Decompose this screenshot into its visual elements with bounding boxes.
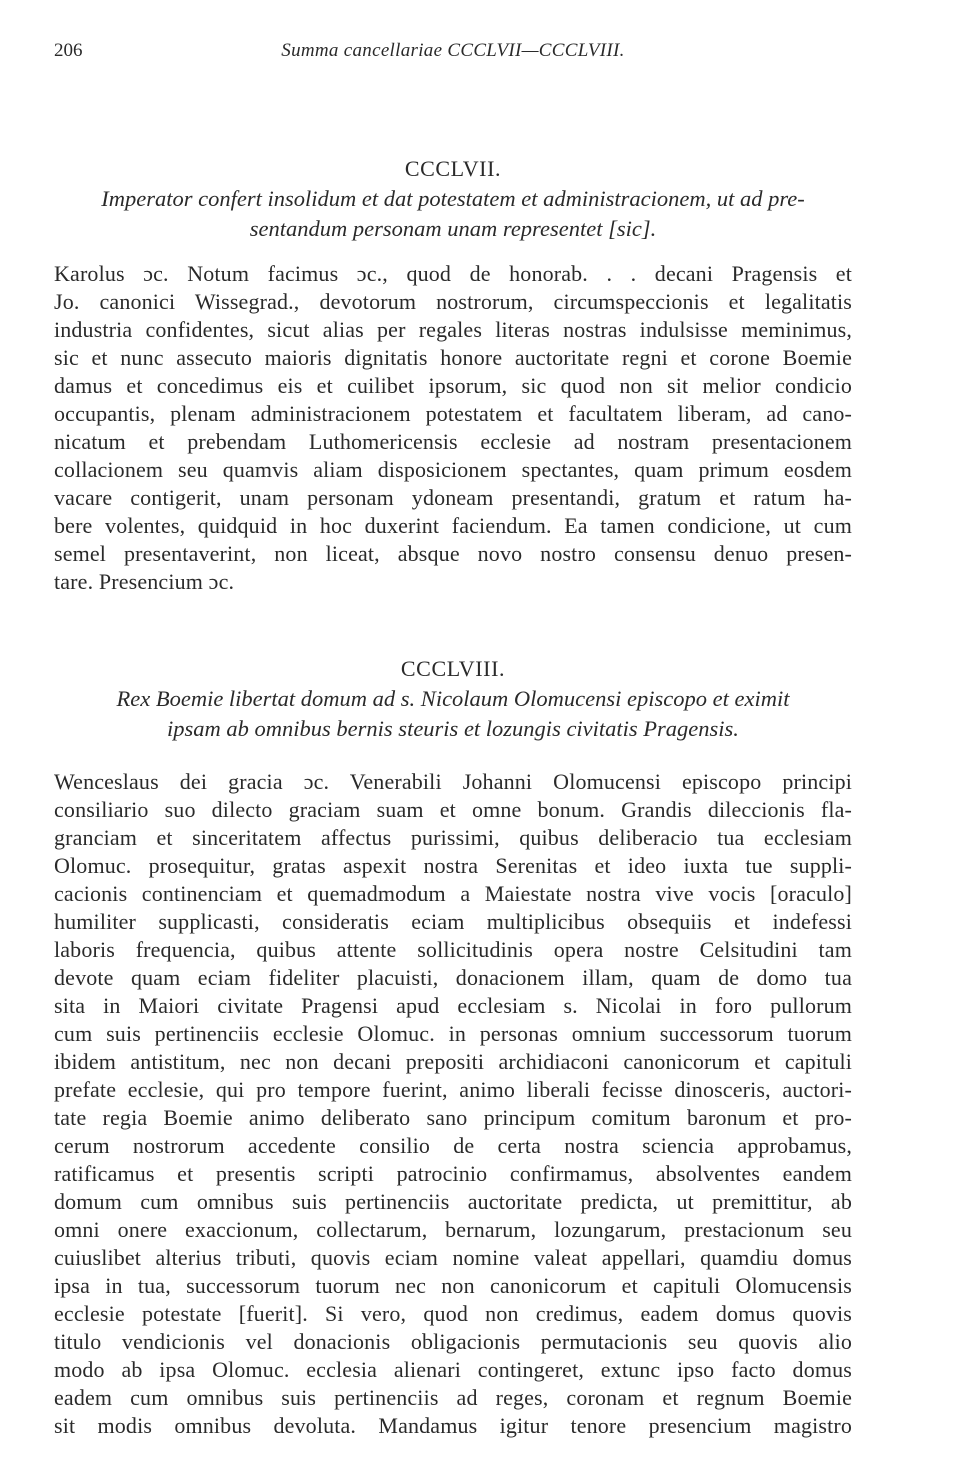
text-line: titulo vendicionis vel donacionis obligacionis permutacionis seu quovis alio: [54, 1329, 852, 1354]
text-line: domum cum omnibus suis pertinenciis auctoritate predicta, ut premittitur, ab: [54, 1189, 852, 1214]
document-number-357: CCCLVII.: [404, 156, 502, 181]
text-line: sic et nunc assecuto maioris dignitatis honore auctoritate regni et corone Boemie: [54, 345, 852, 370]
text-line: occupantis, plenam administracionem potestatem et facultatem liberam, ad cano-: [54, 401, 852, 426]
running-header: [54, 40, 852, 74]
rubric-line: Imperator confert insolidum et dat potestatem et administracionem, ut ad pre-: [101, 186, 805, 211]
text-line: sit modis omnibus devoluta. Mandamus igitur tenore presencium magistro: [54, 1413, 852, 1438]
text-line: Wenceslaus dei gracia ɔc. Venerabili Johanni Olomucensi episcopo principi: [54, 769, 852, 794]
text-line: ibidem antistitum, nec non decani prepositi archidiaconi canonicorum et capituli: [54, 1049, 852, 1074]
rubric-line: Rex Boemie libertat domum ad s. Nicolaum Olomucensi episcopo et eximit: [116, 686, 790, 711]
text-line: vacare contigerit, unam personam ydoneam presentandi, gratum et ratum ha-: [54, 485, 852, 510]
text-line: semel presentaverint, non liceat, absque novo nostro consensu denuo presen-: [54, 541, 852, 566]
text-line: ratificamus et presentis scripti patrocinio confirmamus, absolventes eandem: [54, 1161, 852, 1186]
text-line: cacionis continenciam et quemadmodum a Maiestate nostra vive vocis [oraculo]: [54, 881, 852, 906]
document-text-358: [54, 768, 852, 1440]
text-line: devote quam eciam fideliter placuisti, donacionem illam, quam de domo tua: [54, 965, 852, 990]
text-line: cum suis pertinenciis ecclesie Olomuc. in personas omnium successorum tuorum: [54, 1021, 852, 1046]
text-line: sita in Maiori civitate Pragensi apud ecclesiam s. Nicolai in foro pullorum: [54, 993, 852, 1018]
document-number-358: CCCLVIII.: [400, 656, 506, 681]
rubric-line: ipsam ab omnibus bernis steuris et lozungis civitatis Pragensis.: [167, 716, 739, 741]
text-line: ecclesie potestate [fuerit]. Si vero, quod non credimus, eadem domus quovis: [54, 1301, 852, 1326]
text-line: prefate ecclesie, qui pro tempore fuerint, animo liberali fecisse dinosceris, auctori-: [54, 1077, 852, 1102]
text-line: industria confidentes, sicut alias per regales literas nostras indulsisse meminimus,: [54, 317, 852, 342]
text-line: Jo. canonici Wissegrad., devotorum nostrorum, circumspeccionis et legalitatis: [54, 289, 852, 314]
document-page: [54, 40, 852, 1440]
text-line: humiliter supplicasti, consideratis eciam multiplicibus obsequiis et indefessi: [54, 909, 852, 934]
text-line: tate regia Boemie animo deliberato sano principum comitum baronum et pro-: [54, 1105, 852, 1130]
text-line: Karolus ɔc. Notum facimus ɔc., quod de honorab. . . decani Pragensis et: [54, 261, 852, 286]
text-line: eadem cum omnibus suis pertinenciis ad reges, coronam et regnum Boemie: [54, 1385, 852, 1410]
text-line: granciam et sinceritatem affectus purissimi, quibus deliberacio tua ecclesiam: [54, 825, 852, 850]
text-line: Olomuc. prosequitur, gratas aspexit nostra Serenitas et ideo iuxta tue suppli-: [54, 853, 852, 878]
text-line: bere volentes, quidquid in hoc duxerint faciendum. Ea tamen condicione, ut cum: [54, 513, 852, 538]
text-line: laboris frequencia, quibus attente sollicitudinis opera nostre Celsitudini tam: [54, 937, 852, 962]
text-line: cerum nostrorum accedente consilio de certa nostra sciencia approbamus,: [54, 1133, 852, 1158]
rubric-line: sentandum personam unam representet [sic].: [249, 216, 657, 241]
text-line: tare. Presencium ɔc.: [54, 569, 235, 594]
text-line: omni onere exaccionum, collectarum, bernarum, lozungarum, prestacionum seu: [54, 1217, 852, 1242]
rubric-358: [54, 684, 852, 744]
text-line: ipsa in tua, successorum tuorum nec non canonicorum et capituli Olomucensis: [54, 1273, 852, 1298]
text-line: consiliario suo dilecto graciam suam et omne bonum. Grandis dileccionis fla-: [54, 797, 852, 822]
text-line: cuiuslibet alterius tributi, quovis eciam nomine valeat appellari, quamdiu domus: [54, 1245, 852, 1270]
running-title: Summa cancellariae CCCLVII—CCCLVIII.: [281, 40, 625, 61]
rubric-357: [54, 184, 852, 244]
text-line: collacionem seu quamvis aliam disposicionem spectantes, quam primum eosdem: [54, 457, 852, 482]
document-text-357: [54, 260, 852, 596]
text-line: damus et concedimus eis et cuilibet ipsorum, sic quod non sit melior condicio: [54, 373, 852, 398]
text-line: modo ab ipsa Olomuc. ecclesia alienari contingeret, extunc ipso facto domus: [54, 1357, 852, 1382]
text-line: nicatum et prebendam Luthomericensis ecclesie ad nostram presentacionem: [54, 429, 852, 454]
page-number: 206: [54, 40, 83, 61]
